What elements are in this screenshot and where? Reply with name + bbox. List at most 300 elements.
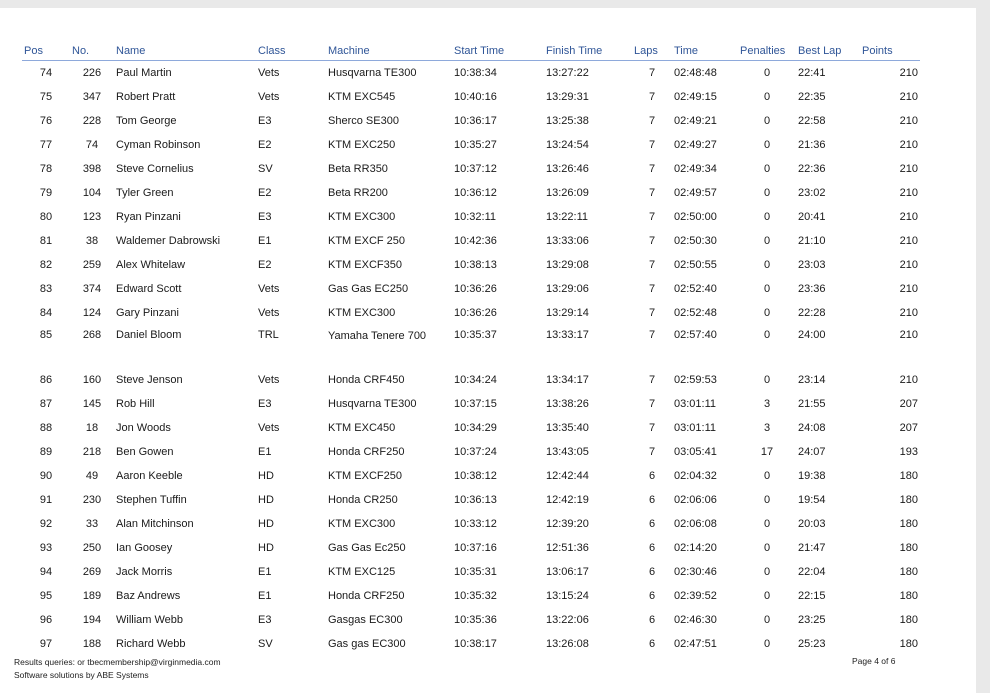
cell-points: 210	[899, 187, 918, 199]
cell-points: 210	[899, 283, 918, 295]
table-row	[22, 277, 920, 301]
table-row	[22, 157, 920, 181]
cell-machine: Honda CR250	[328, 493, 398, 506]
cell-start: 10:37:12	[454, 163, 497, 175]
cell-no: 250	[82, 542, 102, 554]
cell-penalties: 0	[763, 638, 771, 650]
table-row	[22, 560, 920, 584]
cell-no: 124	[82, 307, 102, 319]
cell-pos: 86	[39, 374, 53, 386]
cell-best-lap: 20:41	[798, 211, 826, 223]
cell-penalties: 0	[763, 211, 771, 223]
cell-laps: 7	[648, 307, 656, 319]
cell-machine: KTM EXC125	[328, 565, 396, 578]
cell-laps: 7	[648, 235, 656, 247]
cell-machine: Gas Gas EC250	[328, 282, 409, 295]
cell-finish: 13:26:46	[546, 163, 589, 175]
cell-time: 02:49:27	[674, 139, 717, 151]
page-number: Page 4 of 6	[852, 656, 896, 666]
cell-penalties: 0	[763, 590, 771, 602]
cell-laps: 7	[648, 374, 656, 386]
cell-points: 180	[899, 542, 918, 554]
cell-best-lap: 22:28	[798, 307, 826, 319]
col-name: Name	[114, 42, 256, 61]
cell-best-lap: 22:35	[798, 91, 826, 103]
cell-no: 33	[85, 518, 99, 530]
cell-points: 210	[899, 307, 918, 319]
cell-class: E1	[258, 566, 272, 578]
cell-pos: 78	[39, 163, 53, 175]
cell-machine: Beta RR200	[328, 186, 388, 199]
cell-class: E2	[258, 187, 272, 199]
cell-start: 10:36:17	[454, 115, 497, 127]
cell-no: 74	[85, 139, 99, 151]
cell-time: 02:49:34	[674, 163, 717, 175]
cell-class: E1	[258, 590, 272, 602]
table-row	[22, 301, 920, 325]
cell-time: 02:04:32	[674, 470, 717, 482]
cell-penalties: 0	[763, 614, 771, 626]
cell-class: HD	[258, 494, 274, 506]
cell-penalties: 0	[763, 139, 771, 151]
cell-class: HD	[258, 542, 274, 554]
col-pos: Pos	[22, 42, 70, 61]
cell-no: 374	[82, 283, 102, 295]
cell-best-lap: 24:00	[798, 329, 826, 341]
cell-name: Ben Gowen	[116, 446, 174, 458]
cell-class: Vets	[258, 67, 280, 79]
cell-laps: 6	[648, 590, 656, 602]
cell-pos: 85	[39, 329, 53, 341]
cell-points: 210	[899, 139, 918, 151]
cell-finish: 13:38:26	[546, 398, 589, 410]
cell-time: 02:59:53	[674, 374, 717, 386]
cell-name: Aaron Keeble	[116, 470, 183, 482]
cell-name: Steve Jenson	[116, 374, 183, 386]
cell-pos: 91	[39, 494, 53, 506]
cell-points: 180	[899, 590, 918, 602]
cell-name: Alan Mitchinson	[116, 518, 194, 530]
cell-start: 10:34:24	[454, 374, 497, 386]
cell-penalties: 0	[763, 67, 771, 79]
cell-time: 02:39:52	[674, 590, 717, 602]
cell-finish: 13:25:38	[546, 115, 589, 127]
cell-best-lap: 21:10	[798, 235, 826, 247]
cell-laps: 7	[648, 211, 656, 223]
cell-machine: Gas gas EC300	[328, 637, 406, 650]
cell-pos: 94	[39, 566, 53, 578]
cell-points: 210	[899, 91, 918, 103]
cell-no: 145	[82, 398, 102, 410]
cell-laps: 7	[648, 187, 656, 199]
cell-name: Tyler Green	[116, 187, 174, 199]
cell-best-lap: 23:02	[798, 187, 826, 199]
table-row	[22, 253, 920, 277]
cell-pos: 77	[39, 139, 53, 151]
cell-time: 03:01:11	[674, 398, 717, 410]
cell-no: 230	[82, 494, 102, 506]
cell-pos: 76	[39, 115, 53, 127]
footer-left	[14, 656, 221, 682]
cell-time: 02:48:48	[674, 67, 717, 79]
col-no: No.	[70, 42, 114, 61]
cell-penalties: 0	[763, 187, 771, 199]
cell-penalties: 0	[763, 374, 771, 386]
cell-penalties: 0	[763, 163, 771, 175]
table-row	[22, 440, 920, 464]
cell-class: SV	[258, 163, 273, 175]
cell-laps: 7	[648, 67, 656, 79]
cell-pos: 83	[39, 283, 53, 295]
cell-no: 218	[82, 446, 102, 458]
cell-penalties: 0	[763, 470, 771, 482]
cell-no: 259	[82, 259, 102, 271]
table-row	[22, 368, 920, 392]
cell-laps: 6	[648, 494, 656, 506]
cell-machine: KTM EXC450	[328, 421, 396, 434]
cell-class: E3	[258, 211, 272, 223]
table-row	[22, 416, 920, 440]
cell-no: 38	[85, 235, 99, 247]
cell-points: 210	[899, 67, 918, 79]
cell-penalties: 0	[763, 566, 771, 578]
cell-penalties: 0	[763, 115, 771, 127]
cell-name: Stephen Tuffin	[116, 494, 187, 506]
cell-no: 189	[82, 590, 102, 602]
results-table	[22, 42, 920, 656]
cell-finish: 13:33:17	[546, 329, 589, 341]
cell-penalties: 3	[763, 422, 771, 434]
cell-points: 207	[899, 398, 918, 410]
cell-best-lap: 22:58	[798, 115, 826, 127]
cell-points: 180	[899, 494, 918, 506]
cell-points: 207	[899, 422, 918, 434]
cell-finish: 13:22:11	[546, 211, 589, 223]
table-row	[22, 608, 920, 632]
cell-finish: 13:29:06	[546, 283, 589, 295]
table-row	[22, 584, 920, 608]
cell-no: 398	[82, 163, 102, 175]
cell-name: Baz Andrews	[116, 590, 181, 602]
table-row	[22, 325, 920, 368]
cell-best-lap: 21:47	[798, 542, 826, 554]
cell-start: 10:42:36	[454, 235, 497, 247]
col-machine: Machine	[326, 42, 452, 61]
cell-time: 02:52:48	[674, 307, 717, 319]
cell-laps: 7	[648, 283, 656, 295]
cell-penalties: 0	[763, 283, 771, 295]
cell-laps: 7	[648, 446, 656, 458]
table-row	[22, 512, 920, 536]
cell-time: 02:30:46	[674, 566, 717, 578]
cell-finish: 13:26:09	[546, 187, 589, 199]
cell-machine: Gas Gas Ec250	[328, 541, 406, 554]
cell-points: 180	[899, 566, 918, 578]
cell-best-lap: 19:54	[798, 494, 826, 506]
cell-name: Alex Whitelaw	[116, 259, 186, 271]
table-row	[22, 464, 920, 488]
cell-laps: 6	[648, 470, 656, 482]
cell-machine: KTM EXC250	[328, 138, 396, 151]
cell-time: 02:14:20	[674, 542, 717, 554]
cell-points: 180	[899, 470, 918, 482]
cell-pos: 89	[39, 446, 53, 458]
cell-time: 02:50:00	[674, 211, 717, 223]
table-row	[22, 229, 920, 253]
cell-laps: 7	[648, 163, 656, 175]
cell-start: 10:35:31	[454, 566, 497, 578]
software-credit-text: Software solutions by ABE Systems	[14, 670, 149, 680]
cell-class: E3	[258, 614, 272, 626]
cell-penalties: 0	[763, 235, 771, 247]
cell-best-lap: 24:08	[798, 422, 826, 434]
cell-points: 180	[899, 518, 918, 530]
cell-pos: 75	[39, 91, 53, 103]
cell-machine: Beta RR350	[328, 162, 388, 175]
cell-finish: 13:29:14	[546, 307, 589, 319]
cell-machine: Sherco SE300	[328, 114, 399, 127]
cell-class: E3	[258, 115, 272, 127]
cell-points: 210	[899, 115, 918, 127]
cell-laps: 6	[648, 638, 656, 650]
cell-class: SV	[258, 638, 273, 650]
cell-name: Robert Pratt	[116, 91, 176, 103]
table-row	[22, 133, 920, 157]
cell-finish: 12:39:20	[546, 518, 589, 530]
cell-points: 180	[899, 614, 918, 626]
cell-points: 210	[899, 211, 918, 223]
cell-name: Edward Scott	[116, 283, 182, 295]
cell-start: 10:35:27	[454, 139, 497, 151]
cell-finish: 13:35:40	[546, 422, 589, 434]
cell-no: 188	[82, 638, 102, 650]
cell-finish: 13:26:08	[546, 638, 589, 650]
cell-start: 10:36:26	[454, 283, 497, 295]
table-row	[22, 392, 920, 416]
cell-machine: Honda CRF250	[328, 445, 405, 458]
cell-laps: 7	[648, 422, 656, 434]
cell-class: E1	[258, 446, 272, 458]
cell-finish: 13:15:24	[546, 590, 589, 602]
cell-start: 10:36:26	[454, 307, 497, 319]
cell-start: 10:37:24	[454, 446, 497, 458]
cell-pos: 74	[39, 67, 53, 79]
cell-start: 10:34:29	[454, 422, 497, 434]
cell-name: Richard Webb	[116, 638, 186, 650]
cell-class: TRL	[258, 329, 279, 341]
cell-pos: 97	[39, 638, 53, 650]
cell-laps: 6	[648, 542, 656, 554]
cell-name: Steve Cornelius	[116, 163, 194, 175]
cell-finish: 12:42:44	[546, 470, 589, 482]
cell-laps: 7	[648, 398, 656, 410]
cell-time: 02:06:08	[674, 518, 717, 530]
cell-start: 10:38:17	[454, 638, 497, 650]
cell-pos: 81	[39, 235, 53, 247]
cell-time: 02:52:40	[674, 283, 717, 295]
cell-time: 02:46:30	[674, 614, 717, 626]
cell-finish: 13:29:31	[546, 91, 589, 103]
cell-laps: 6	[648, 614, 656, 626]
cell-class: Vets	[258, 307, 280, 319]
table-row	[22, 85, 920, 109]
cell-time: 03:01:11	[674, 422, 717, 434]
cell-start: 10:35:36	[454, 614, 497, 626]
cell-pos: 95	[39, 590, 53, 602]
cell-name: Jack Morris	[116, 566, 173, 578]
cell-no: 104	[82, 187, 102, 199]
cell-start: 10:37:16	[454, 542, 497, 554]
cell-best-lap: 19:38	[798, 470, 826, 482]
cell-laps: 7	[648, 139, 656, 151]
cell-pos: 92	[39, 518, 53, 530]
cell-name: Daniel Bloom	[116, 329, 182, 341]
col-points: Points	[860, 42, 920, 61]
cell-laps: 7	[648, 259, 656, 271]
cell-start: 10:36:13	[454, 494, 497, 506]
cell-pos: 80	[39, 211, 53, 223]
cell-time: 02:49:21	[674, 115, 717, 127]
cell-time: 02:50:30	[674, 235, 717, 247]
col-start-time: Start Time	[452, 42, 544, 61]
cell-class: Vets	[258, 283, 280, 295]
cell-class: HD	[258, 470, 274, 482]
cell-penalties: 0	[763, 259, 771, 271]
cell-no: 194	[82, 614, 102, 626]
results-page	[0, 8, 976, 693]
cell-machine: Honda CRF250	[328, 589, 405, 602]
cell-class: Vets	[258, 374, 280, 386]
cell-no: 123	[82, 211, 102, 223]
cell-no: 269	[82, 566, 102, 578]
cell-machine: KTM EXC300	[328, 306, 396, 319]
cell-name: Jon Woods	[116, 422, 171, 434]
cell-start: 10:38:34	[454, 67, 497, 79]
cell-name: Rob Hill	[116, 398, 155, 410]
cell-no: 226	[82, 67, 102, 79]
cell-points: 210	[899, 329, 918, 341]
cell-points: 210	[899, 235, 918, 247]
cell-laps: 7	[648, 329, 656, 341]
cell-time: 02:06:06	[674, 494, 717, 506]
cell-name: Tom George	[116, 115, 177, 127]
cell-class: E2	[258, 259, 272, 271]
table-row	[22, 488, 920, 512]
cell-pos: 87	[39, 398, 53, 410]
cell-name: Cyman Robinson	[116, 139, 201, 151]
col-laps: Laps	[632, 42, 672, 61]
cell-machine: Gasgas EC300	[328, 613, 403, 626]
cell-machine: KTM EXC300	[328, 210, 396, 223]
cell-penalties: 0	[763, 494, 771, 506]
cell-penalties: 0	[763, 329, 771, 341]
cell-machine: KTM EXC300	[328, 517, 396, 530]
cell-pos: 84	[39, 307, 53, 319]
cell-best-lap: 24:07	[798, 446, 826, 458]
table-row	[22, 632, 920, 656]
cell-no: 49	[85, 470, 99, 482]
cell-time: 02:49:57	[674, 187, 717, 199]
cell-start: 10:38:13	[454, 259, 497, 271]
cell-name: William Webb	[116, 614, 184, 626]
cell-machine: Husqvarna TE300	[328, 66, 417, 79]
results-queries-text: Results queries: or tbecmembership@virginmedia.com	[14, 657, 221, 667]
cell-no: 228	[82, 115, 102, 127]
cell-finish: 13:43:05	[546, 446, 589, 458]
cell-best-lap: 23:36	[798, 283, 826, 295]
cell-penalties: 0	[763, 307, 771, 319]
cell-points: 210	[899, 259, 918, 271]
cell-best-lap: 20:03	[798, 518, 826, 530]
cell-machine: Husqvarna TE300	[328, 397, 417, 410]
cell-start: 10:35:37	[454, 329, 497, 341]
table-row	[22, 181, 920, 205]
col-best-lap: Best Lap	[796, 42, 860, 61]
cell-penalties: 0	[763, 542, 771, 554]
cell-finish: 13:22:06	[546, 614, 589, 626]
table-row	[22, 205, 920, 229]
cell-finish: 13:06:17	[546, 566, 589, 578]
cell-finish: 12:42:19	[546, 494, 589, 506]
col-penalties: Penalties	[738, 42, 796, 61]
cell-best-lap: 22:04	[798, 566, 826, 578]
cell-start: 10:38:12	[454, 470, 497, 482]
cell-best-lap: 22:15	[798, 590, 826, 602]
cell-best-lap: 22:36	[798, 163, 826, 175]
cell-laps: 6	[648, 566, 656, 578]
cell-penalties: 0	[763, 91, 771, 103]
cell-laps: 7	[648, 115, 656, 127]
cell-pos: 90	[39, 470, 53, 482]
cell-time: 02:47:51	[674, 638, 717, 650]
cell-finish: 13:29:08	[546, 259, 589, 271]
cell-start: 10:35:32	[454, 590, 497, 602]
cell-finish: 13:34:17	[546, 374, 589, 386]
cell-start: 10:32:11	[454, 211, 497, 223]
cell-laps: 6	[648, 518, 656, 530]
cell-class: Vets	[258, 422, 280, 434]
cell-pos: 82	[39, 259, 53, 271]
cell-name: Waldemer Dabrowski	[116, 235, 221, 247]
cell-points: 180	[899, 638, 918, 650]
cell-best-lap: 22:41	[798, 67, 826, 79]
cell-start: 10:40:16	[454, 91, 497, 103]
cell-pos: 93	[39, 542, 53, 554]
cell-points: 210	[899, 163, 918, 175]
cell-pos: 79	[39, 187, 53, 199]
cell-best-lap: 25:23	[798, 638, 826, 650]
cell-machine: KTM EXCF350	[328, 258, 402, 271]
cell-points: 210	[899, 374, 918, 386]
table-row	[22, 61, 920, 86]
table-row	[22, 109, 920, 133]
cell-finish: 12:51:36	[546, 542, 589, 554]
cell-penalties: 0	[763, 518, 771, 530]
col-class: Class	[256, 42, 326, 61]
cell-no: 18	[85, 422, 99, 434]
table-row	[22, 536, 920, 560]
cell-best-lap: 21:36	[798, 139, 826, 151]
cell-no: 268	[82, 329, 102, 341]
cell-class: Vets	[258, 91, 280, 103]
cell-pos: 88	[39, 422, 53, 434]
col-time: Time	[672, 42, 738, 61]
results-body	[22, 61, 920, 657]
cell-start: 10:37:15	[454, 398, 497, 410]
cell-machine: Yamaha Tenere 700	[328, 330, 427, 342]
cell-pos: 96	[39, 614, 53, 626]
cell-time: 02:50:55	[674, 259, 717, 271]
